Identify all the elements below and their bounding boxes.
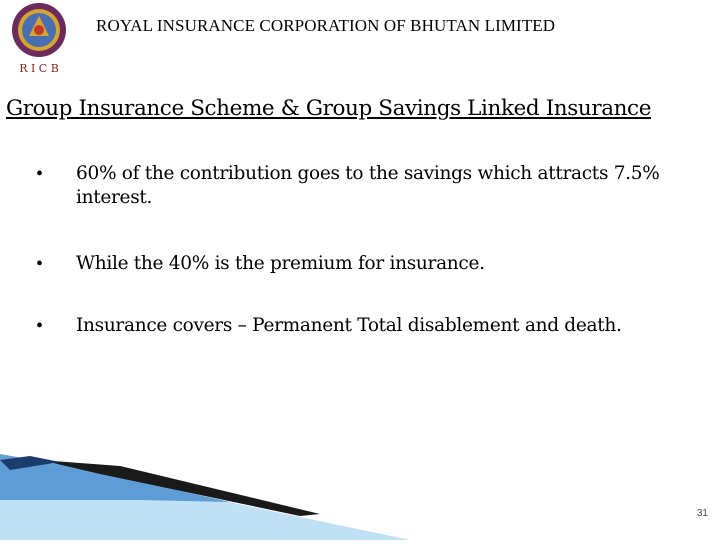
bullet-text: Insurance covers – Permanent Total disablement and death.	[76, 315, 622, 336]
company-name: ROYAL INSURANCE CORPORATION OF BHUTAN LIMITED	[96, 16, 556, 35]
logo-text: R I C B	[19, 62, 59, 75]
decorative-swoosh	[0, 440, 720, 540]
page-number: 31	[696, 508, 708, 519]
ricb-logo	[4, 0, 74, 76]
bullet-item	[36, 314, 686, 338]
bullet-item	[36, 252, 686, 276]
bullet-text: 60% of the contribution goes to the savings which attracts 7.5% interest.	[76, 163, 660, 208]
bullet-text: While the 40% is the premium for insurance.	[76, 253, 485, 274]
bullet-glyph: •	[36, 163, 44, 185]
bullet-glyph: •	[36, 315, 44, 337]
page-heading: Group Insurance Scheme & Group Savings Linked Insurance	[6, 96, 652, 121]
bullet-item	[36, 162, 686, 210]
bullet-glyph: •	[36, 253, 44, 275]
